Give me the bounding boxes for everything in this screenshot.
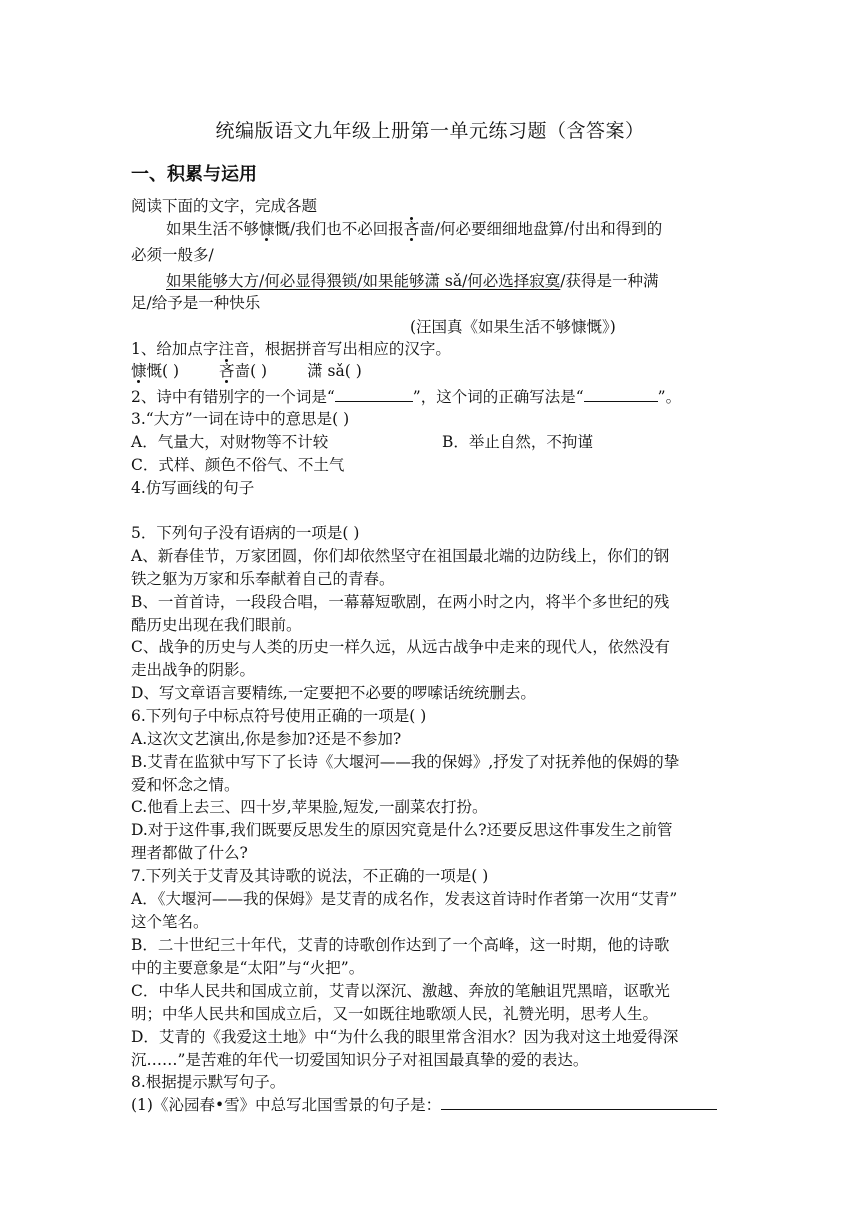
question-7: 7.下列关于艾青及其诗歌的说法，不正确的一项是( )	[131, 867, 489, 885]
question-1: 1、给加点字注音，根据拼音写出相应的汉字。	[131, 340, 451, 358]
question-7-option-a: A．《大堰河——我的保姆》是艾青的成名作，发表这首诗时作者第一次用“艾青”	[131, 890, 678, 908]
reading-instruction: 阅读下面的文字，完成各题	[131, 197, 318, 215]
question-8-item-1: (1)《沁园春•雪》中总写北国雪景的句子是：	[131, 1094, 717, 1116]
question-3-option-c: C．式样、颜色不俗气、不土气	[131, 456, 345, 474]
question-7-option-b-cont: 中的主要意象是“太阳”与“火把”。	[131, 959, 365, 977]
question-3-option-b: B．举止自然，不拘谨	[442, 433, 593, 451]
question-6-option-c: C.他看上去三、四十岁,苹果脸,短发,一副菜农打扮。	[131, 798, 488, 816]
document-title: 统编版语文九年级上册第一单元练习题（含答案）	[215, 120, 645, 142]
question-7-option-c: C．中华人民共和国成立前，艾青以深沉、激越、奔放的笔触诅咒黑暗，讴歌光	[131, 982, 670, 1000]
poem-line-3: 如果能够大方/何必显得猥锁/如果能够潇 sǎ/何必选择寂寞/获得是一种满	[166, 272, 659, 290]
answer-blank[interactable]	[441, 1095, 717, 1110]
question-3: 3.“大方”一词在诗中的意思是( )	[131, 410, 350, 428]
question-7-option-a-cont: 这个笔名。	[131, 913, 209, 931]
question-6-option-a: A.这次文艺演出,你是参加?还是不参加?	[131, 730, 402, 748]
question-5-option-b: B、一首首诗，一段段合唱，一幕幕短歌剧，在两小时之内，将半个多世纪的残	[131, 593, 670, 611]
question-6-option-b: B.艾青在监狱中写下了长诗《大堰河——我的保姆》,抒发了对抚养他的保姆的挚	[131, 753, 680, 771]
question-6: 6.下列句子中标点符号使用正确的一项是( )	[131, 707, 427, 725]
question-6-option-d: D.对于这件事,我们既要反思发生的原因究竟是什么?还要反思这件事发生之前管	[131, 821, 673, 839]
question-7-option-b: B．二十世纪三十年代，艾青的诗歌创作达到了一个高峰，这一时期，他的诗歌	[131, 936, 670, 954]
question-2: 2、诗中有错别字的一个词是“ ”，这个词的正确写法是“ ”。	[131, 388, 682, 406]
poem-source: (汪国真《如果生活不够慷慨》)	[410, 318, 616, 336]
question-6-option-d-cont: 理者都做了什么?	[131, 844, 248, 862]
question-7-option-d-cont: 沉……”是苦难的年代一切爱国知识分子对祖国最真挚的爱的表达。	[131, 1051, 589, 1069]
question-5-option-d: D、写文章语言要精练,一定要把不必要的啰嗦话统统删去。	[131, 684, 536, 702]
dotted-char: 吝	[219, 362, 235, 380]
dotted-char: 吝	[403, 220, 420, 238]
underlined-sentence: 如果能够大方/何必显得猥锁/如果能够潇 sǎ/何必选择寂寞	[166, 272, 561, 290]
question-5-option-c: C、战争的历史与人类的历史一样久远，从远古战争中走来的现代人，依然没有	[131, 638, 670, 656]
question-1-items: 慷慨( ) 吝啬( ) 潇 sǎ( )	[131, 362, 362, 380]
question-5-option-c-cont: 走出战争的阴影。	[131, 661, 256, 679]
poem-line-2: 必须一般多/	[131, 246, 214, 264]
dotted-char: 慷	[131, 362, 147, 380]
question-5: 5．下列句子没有语病的一项是( )	[131, 524, 360, 542]
answer-blank[interactable]	[584, 387, 658, 402]
question-5-option-b-cont: 酷历史出现在我们眼前。	[131, 616, 302, 634]
question-7-option-c-cont: 明；中华人民共和国成立后，又一如既往地歌颂人民，礼赞光明，思考人生。	[131, 1005, 659, 1023]
poem-line-4: 足/给予是一种快乐	[131, 294, 261, 312]
section-heading: 一、积累与运用	[131, 164, 257, 185]
question-7-option-d: D．艾青的《我爱这土地》中“为什么我的眼里常含泪水？因为我对这土地爱得深	[131, 1028, 679, 1046]
question-5-option-a: A、新春佳节，万家团圆，你们却依然坚守在祖国最北端的边防线上，你们的钢	[131, 547, 670, 565]
question-4: 4.仿写画线的句子	[131, 479, 255, 497]
dotted-char: 慷	[259, 220, 275, 238]
question-5-option-a-cont: 铁之躯为万家和乐奉献着自己的青春。	[131, 570, 395, 588]
answer-blank[interactable]	[335, 387, 413, 402]
question-8: 8.根据提示默写句子。	[131, 1073, 286, 1091]
question-6-option-b-cont: 爱和怀念之情。	[131, 776, 240, 794]
poem-line-1: 如果生活不够慷慨/我们也不必回报吝啬/何必要细细地盘算/付出和得到的	[166, 220, 663, 238]
question-3-option-a: A．气量大，对财物等不计较	[131, 433, 329, 451]
